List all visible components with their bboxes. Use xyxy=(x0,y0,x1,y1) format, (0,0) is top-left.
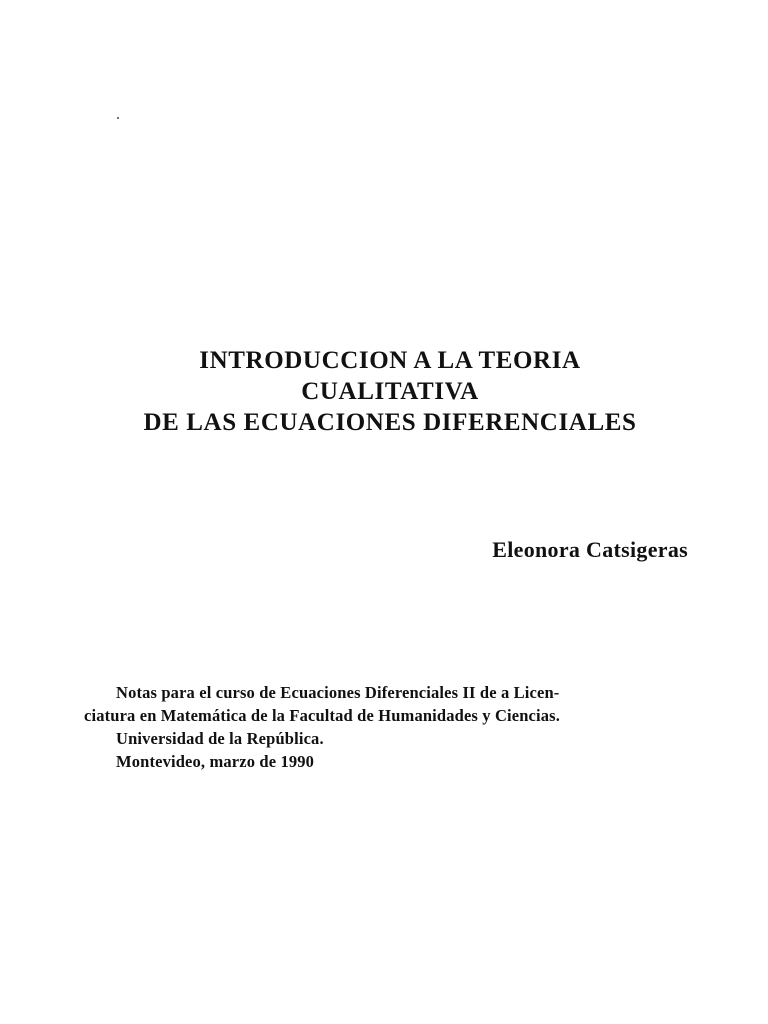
notes-line-3: Universidad de la República. xyxy=(116,729,324,748)
title-line-1: INTRODUCCION A LA TEORIA xyxy=(199,347,581,374)
notes-line-1: Notas para el curso de Ecuaciones Diferenciales II de a Licen- xyxy=(116,683,560,702)
document-title xyxy=(60,345,720,438)
notes-line-2: ciatura en Matemática de la Facultad de Humanidades y Ciencias. xyxy=(84,706,561,725)
notes-line-4: Montevideo, marzo de 1990 xyxy=(116,752,315,771)
course-notes xyxy=(84,681,694,773)
title-line-3: DE LAS ECUACIONES DIFERENCIALES xyxy=(143,409,637,436)
stray-dot-mark xyxy=(117,117,119,119)
title-line-2: CUALITATIVA xyxy=(301,378,479,405)
author-name: Eleonora Catsigeras xyxy=(492,537,688,562)
